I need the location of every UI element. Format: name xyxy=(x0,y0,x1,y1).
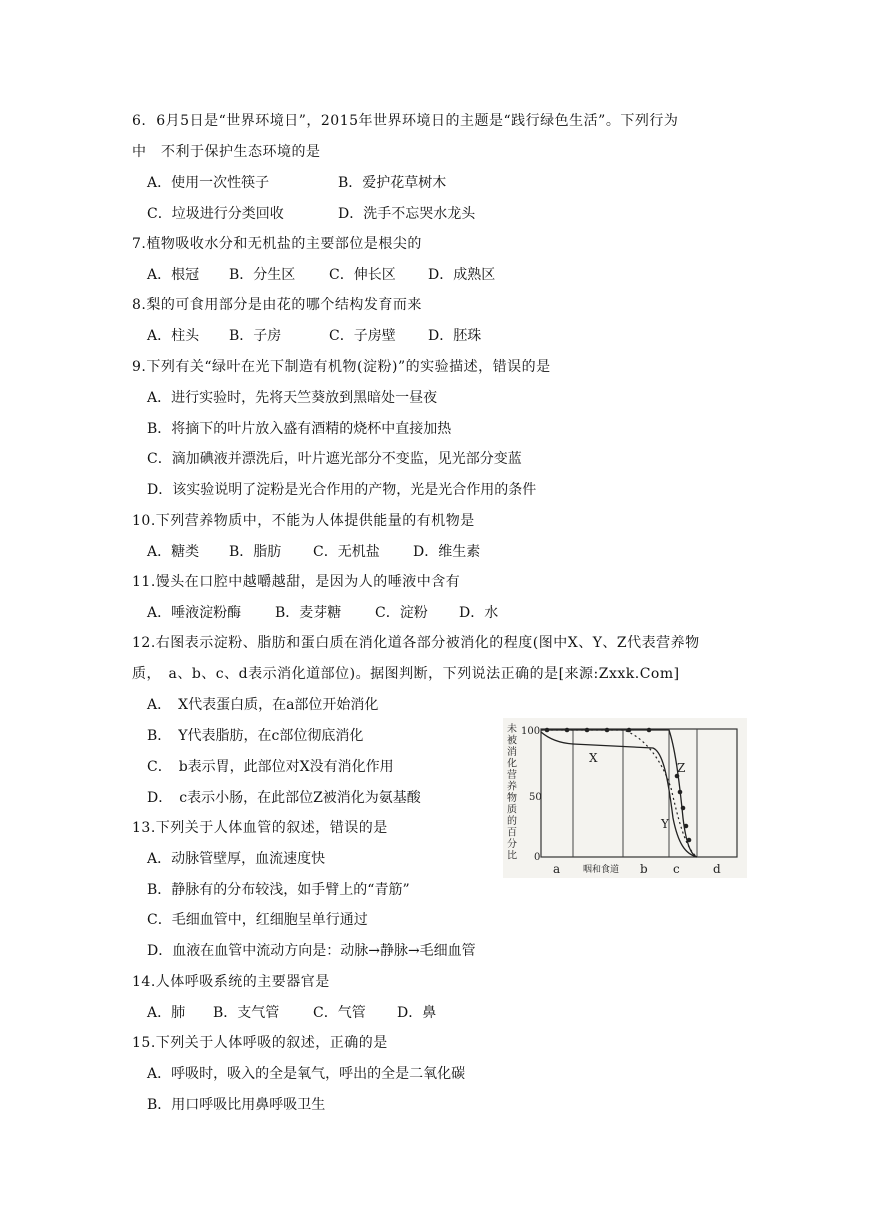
q7-option-a: A．根冠 xyxy=(147,267,200,283)
q7-option-b: B．分生区 xyxy=(229,267,296,283)
y-axis-label-char: 养 xyxy=(507,781,517,793)
q11-stem-text: 馒头在口腔中越嚼越甜，是因为人的唾液中含有 xyxy=(155,574,461,590)
q15-stem-text: 下列关于人体呼吸的叙述，正确的是 xyxy=(155,1035,388,1051)
y-axis-label-char: 的 xyxy=(507,816,517,827)
q8-stem-text: 梨的可食用部分是由花的哪个结构发育而来 xyxy=(146,297,422,313)
q11-option-c: C．淀粉 xyxy=(375,605,428,621)
y-axis-label-char: 化 xyxy=(507,758,517,770)
q6-stem-line2: 中 不利于保护生态环境的是 xyxy=(132,144,321,160)
q10-option-d: D．维生素 xyxy=(413,544,481,560)
q8-number: 8. xyxy=(132,297,147,313)
q12-option-a: A． X代表蛋白质，在a部位开始消化 xyxy=(147,697,379,713)
q10-stem xyxy=(132,512,475,530)
q10-option-c: C．无机盐 xyxy=(313,544,380,560)
q10-option-b: B．脂肪 xyxy=(229,544,282,560)
label-z: Z xyxy=(677,761,686,775)
y-axis-label-char: 营 xyxy=(507,770,517,781)
q6-option-c: C．垃圾进行分类回收 xyxy=(147,206,284,222)
q7-stem-text: 植物吸收水分和无机盐的主要部位是根尖的 xyxy=(146,236,422,252)
q9-option-b: B．将摘下的叶片放入盛有酒精的烧杯中直接加热 xyxy=(147,421,452,437)
q13-option-a: A．动脉管壁厚，血流速度快 xyxy=(147,851,326,867)
q14-option-c: C．气管 xyxy=(313,1005,366,1021)
y-axis-label-char: 质 xyxy=(507,804,517,816)
q9-number: 9. xyxy=(132,359,147,375)
y-axis-label-char: 百 xyxy=(507,827,517,839)
q8-option-d: D．胚珠 xyxy=(428,328,482,344)
q12-option-d: D． c表示小肠，在此部位Z被消化为氨基酸 xyxy=(147,790,421,806)
q12-option-c: C． b表示胃，此部位对X没有消化作用 xyxy=(147,759,394,775)
q15-option-b: B．用口呼吸比用鼻呼吸卫生 xyxy=(147,1097,326,1113)
ytick-50: 50 xyxy=(529,792,542,803)
q13-option-d: D．血液在血管中流动方向是：动脉→静脉→毛细血管 xyxy=(147,943,476,959)
digestion-figure xyxy=(503,718,747,878)
q15-option-a: A．呼吸时，吸入的全是氧气，呼出的全是二氧化碳 xyxy=(147,1066,466,1082)
q13-option-b: B．静脉有的分布较浅，如手臂上的“青筋” xyxy=(147,882,410,898)
q9-option-d: D．该实验说明了淀粉是光合作用的产物，光是光合作用的条件 xyxy=(147,482,537,498)
q15-number: 15. xyxy=(132,1035,156,1051)
q6-option-b: B．爱护花草树木 xyxy=(338,175,447,191)
q15-stem xyxy=(132,1034,388,1052)
q11-stem xyxy=(132,573,460,591)
q8-option-a: A．柱头 xyxy=(147,328,200,344)
y-axis-label-char: 分 xyxy=(507,839,517,850)
q9-option-a: A．进行实验时，先将天竺葵放到黑暗处一昼夜 xyxy=(147,390,438,406)
q9-stem-text: 下列有关“绿叶在光下制造有机物(淀粉)”的实验描述，错误的是 xyxy=(146,359,551,375)
label-x: X xyxy=(589,751,598,765)
q13-stem xyxy=(132,819,388,837)
q14-option-a: A．肺 xyxy=(147,1005,186,1021)
q8-option-c: C．子房壁 xyxy=(329,328,396,344)
q7-option-c: C．伸长区 xyxy=(329,267,396,283)
q12-number: 12. xyxy=(132,635,156,651)
label-y: Y xyxy=(661,817,669,831)
q12-stem-text: 右图表示淀粉、脂肪和蛋白质在消化道各部分被消化的程度(图中X、Y、Z代表营养物 xyxy=(155,635,700,651)
q13-number: 13. xyxy=(132,820,156,836)
ytick-100: 100 xyxy=(521,726,541,737)
q6-stem-line1 xyxy=(132,112,678,130)
q6-option-a: A．使用一次性筷子 xyxy=(147,175,270,191)
q12-option-b: B． Y代表脂肪，在c部位彻底消化 xyxy=(147,728,364,744)
y-axis-label-char: 物 xyxy=(507,793,517,804)
q11-option-b: B．麦芽糖 xyxy=(275,605,342,621)
q13-option-c: C．毛细血管中，红细胞呈单行通过 xyxy=(147,912,368,928)
q14-option-b: B．支气管 xyxy=(213,1005,280,1021)
xtick-c: c xyxy=(673,862,680,876)
q8-option-b: B．子房 xyxy=(229,328,282,344)
q8-stem xyxy=(132,296,422,314)
xtick-a: a xyxy=(553,862,561,876)
q11-option-d: D．水 xyxy=(459,605,499,621)
q12-stem-line2: 质， a、b、c、d表示消化道部位)。据图判断，下列说法正确的是[来源:Zxxk.Com] xyxy=(132,666,680,682)
q13-stem-text: 下列关于人体血管的叙述，错误的是 xyxy=(155,820,388,836)
q6-stem-text: 6月5日是“世界环境日”，2015年世界环境日的主题是“践行绿色生活”。下列行为 xyxy=(156,113,679,129)
y-axis-label-char: 消 xyxy=(507,747,517,758)
q14-stem xyxy=(132,973,330,991)
q6-number: 6. xyxy=(132,113,147,129)
q10-number: 10. xyxy=(132,513,156,529)
curve-y xyxy=(541,730,697,857)
q14-number: 14. xyxy=(132,974,156,990)
q9-stem xyxy=(132,358,551,376)
q9-option-c: C．滴加碘液并漂洗后，叶片遮光部分不变监，见光部分变蓝 xyxy=(147,451,522,467)
q14-stem-text: 人体呼吸系统的主要器官是 xyxy=(155,974,330,990)
q10-stem-text: 下列营养物质中，不能为人体提供能量的有机物是 xyxy=(155,513,475,529)
q12-stem-line1 xyxy=(132,634,700,652)
y-axis-label-char: 比 xyxy=(507,850,517,862)
y-axis-label-char: 未 xyxy=(507,724,517,735)
q10-option-a: A．糖类 xyxy=(147,544,200,560)
y-axis-label-char: 被 xyxy=(507,735,517,747)
q6-option-d: D．洗手不忘哭水龙头 xyxy=(338,206,476,222)
q7-stem xyxy=(132,235,422,253)
xtick-pharynx: 咽和食道 xyxy=(583,865,620,875)
q7-number: 7. xyxy=(132,236,147,252)
y-axis-label xyxy=(507,722,517,862)
plot-frame xyxy=(541,729,737,857)
digestion-graph xyxy=(503,718,747,878)
q14-option-d: D．鼻 xyxy=(397,1005,437,1021)
q11-option-a: A．唾液淀粉酶 xyxy=(147,605,242,621)
xtick-b: b xyxy=(640,862,648,876)
q11-number: 11. xyxy=(132,574,156,590)
q7-option-d: D．成熟区 xyxy=(428,267,496,283)
xtick-d: d xyxy=(713,862,721,876)
ytick-0: 0 xyxy=(534,852,541,863)
